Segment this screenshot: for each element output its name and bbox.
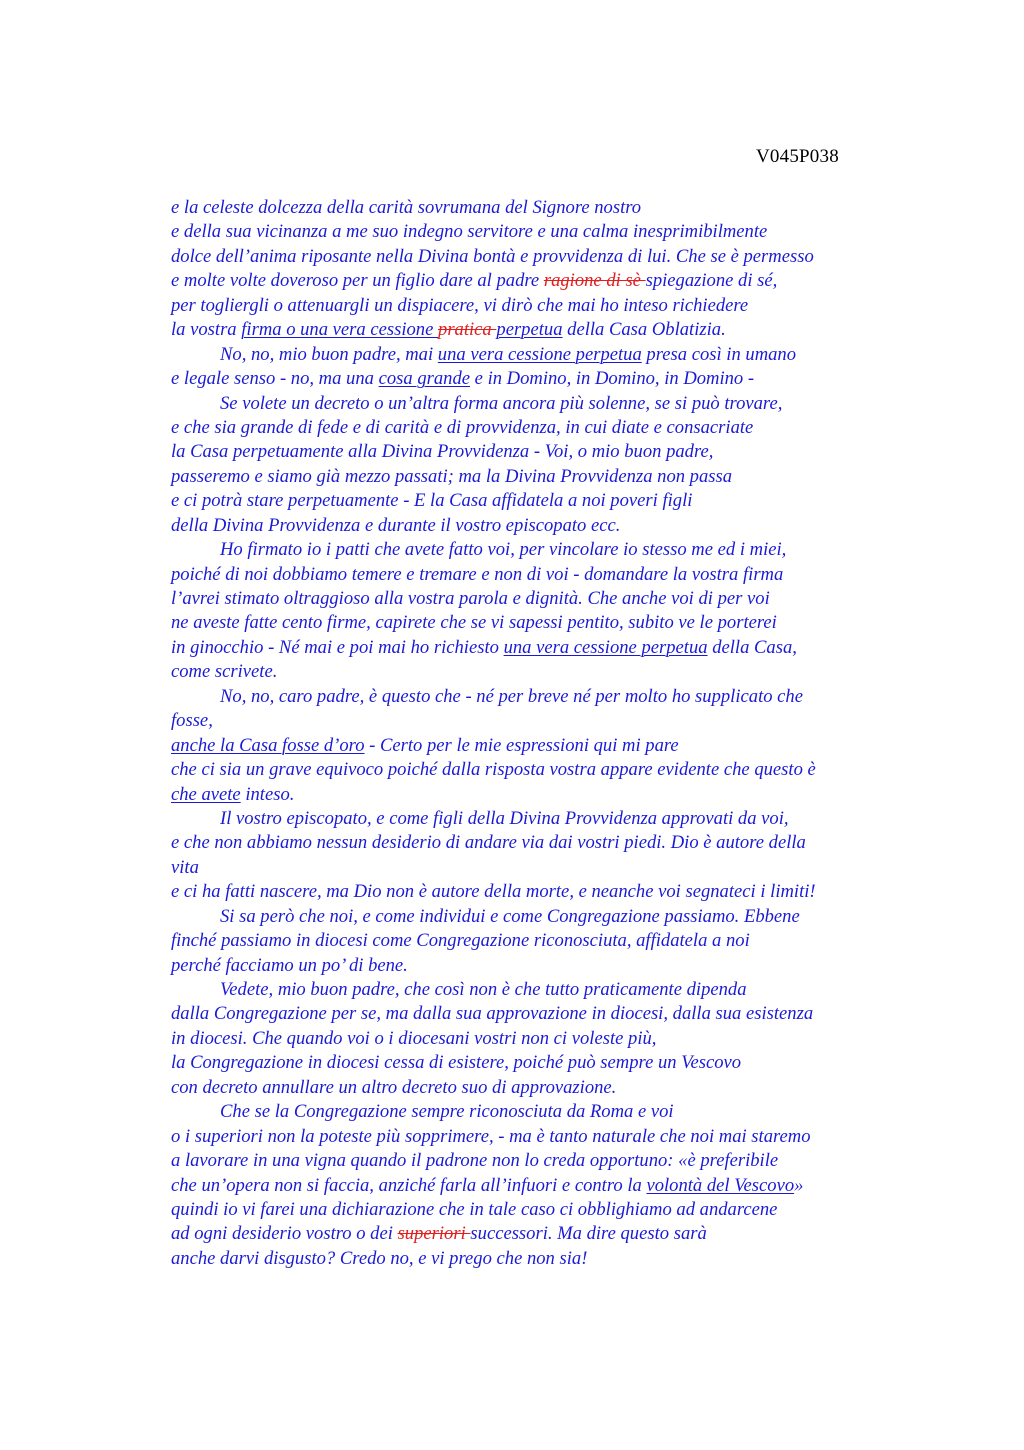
- text-line: [171, 783, 901, 807]
- text-line: Il vostro episcopato, e come figli della Divina Provvidenza approvati da voi,: [220, 807, 789, 829]
- text-segment: e in Domino, in Domino, in Domino -: [470, 368, 755, 390]
- text-line: a lavorare in una vigna quando il padrone non lo creda opportuno: «è preferibile: [171, 1150, 779, 1172]
- text-segment: inteso.: [240, 783, 295, 805]
- text-line: poiché di noi dobbiamo temere e tremare e non di voi - domandare la vostra firma: [171, 563, 784, 585]
- deleted-text: pratica: [438, 319, 497, 341]
- text-segment: presa così in umano: [641, 343, 797, 365]
- text-line: dalla Congregazione per se, ma dalla sua approvazione in diocesi, dalla sua esistenza: [171, 1003, 814, 1025]
- text-line: Vedete, mio buon padre, che così non è che tutto praticamente dipenda: [220, 979, 747, 1000]
- text-line: come scrivete.: [171, 661, 278, 683]
- text-line: della Divina Provvidenza e durante il vostro episcopato ecc.: [171, 514, 621, 536]
- underlined-text: volontà del Vescovo: [646, 1174, 795, 1196]
- text-line: con decreto annullare un altro decreto suo di approvazione.: [171, 1076, 617, 1098]
- text-line: e della sua vicinanza a me suo indegno servitore e una calma inesprimibilmente: [171, 221, 768, 243]
- underlined-text: una vera cessione perpetua: [503, 636, 708, 658]
- underlined-text: firma o una vera cessione: [241, 319, 439, 341]
- text-segment: e molte volte doveroso per un figlio dare al padre: [171, 270, 544, 292]
- text-line: o i superiori non la poteste più sopprimere, - ma è tanto naturale che noi mai staremo: [171, 1125, 811, 1147]
- text-segment: - Certo per le mie espressioni qui mi pare: [364, 734, 679, 756]
- text-segment: in ginocchio - Né mai e poi mai ho richiesto: [171, 636, 504, 658]
- text-line: [171, 734, 901, 758]
- text-segment: e legale senso - no, ma una: [171, 368, 379, 390]
- text-line: la Casa perpetuamente alla Divina Provvidenza - Voi, o mio buon padre,: [171, 441, 714, 463]
- text-line: [171, 1174, 901, 1198]
- deleted-text: superiori: [397, 1223, 471, 1245]
- underlined-text: che avete: [171, 783, 241, 805]
- text-line: che ci sia un grave equivoco poiché dalla risposta vostra appare evidente che questo è: [171, 759, 816, 781]
- text-line: perché facciamo un po’ di bene.: [171, 954, 408, 976]
- text-line: finché passiamo in diocesi come Congregazione riconosciuta, affidatela a noi: [171, 930, 750, 952]
- underlined-text: una vera cessione perpetua: [437, 343, 642, 365]
- text-line: [171, 1222, 901, 1246]
- text-line: [171, 343, 901, 367]
- text-line: in diocesi. Che quando voi o i diocesani vostri non ci voleste più,: [171, 1027, 657, 1049]
- text-line: [171, 636, 901, 660]
- text-segment: della Casa Oblatizia.: [562, 319, 726, 341]
- text-segment: No, no, mio buon padre, mai: [220, 343, 438, 365]
- text-line: [171, 318, 901, 342]
- underlined-text: anche la Casa fosse d’oro: [171, 734, 365, 756]
- page-id: V045P038: [756, 146, 839, 167]
- text-line: vita: [171, 856, 199, 878]
- text-line: quindi io vi farei una dichiarazione che in tale caso ci obblighiamo ad andarcene: [171, 1198, 778, 1220]
- text-line: Ho firmato io i patti che avete fatto voi, per vincolare io stesso me ed i miei,: [220, 539, 787, 561]
- text-line: Se volete un decreto o un’altra forma ancora più solenne, se si può trovare,: [220, 392, 783, 414]
- text-line: ne aveste fatte cento firme, capirete che se vi sapessi pentito, subito ve le porterei: [171, 612, 777, 634]
- text-line: e ci ha fatti nascere, ma Dio non è autore della morte, e neanche voi segnateci i limiti!: [171, 881, 816, 903]
- text-line: e che sia grande di fede e di carità e di provvidenza, in cui diate e consacriate: [171, 416, 754, 438]
- text-line: e ci potrà stare perpetuamente - E la Casa affidatela a noi poveri figli: [171, 490, 693, 512]
- text-segment: successori. Ma dire questo sarà: [470, 1223, 707, 1245]
- text-line: per togliergli o attenuargli un dispiacere, vi dirò che mai ho inteso richiedere: [171, 294, 749, 316]
- text-line: Che se la Congregazione sempre riconosciuta da Roma e voi: [220, 1101, 674, 1123]
- text-line: e che non abbiamo nessun desiderio di andare via dai vostri piedi. Dio è autore della: [171, 832, 806, 854]
- letter-body: [171, 196, 901, 1271]
- text-segment: la vostra: [171, 319, 242, 341]
- underlined-text: perpetua: [496, 319, 563, 341]
- text-line: la Congregazione in diocesi cessa di esistere, poiché può sempre un Vescovo: [171, 1052, 742, 1074]
- text-line: e la celeste dolcezza della carità sovrumana del Signore nostro: [171, 197, 642, 218]
- text-line: [171, 367, 901, 391]
- text-segment: ad ogni desiderio vostro o dei: [171, 1223, 398, 1245]
- text-segment: che un’opera non si faccia, anziché farla all’infuori e contro la: [171, 1174, 647, 1196]
- text-line: dolce dell’anima riposante nella Divina bontà e provvidenza di lui. Che se è permesso: [171, 245, 814, 267]
- text-line: Si sa però che noi, e come individui e come Congregazione passiamo. Ebbene: [220, 905, 800, 927]
- text-line: anche darvi disgusto? Credo no, e vi prego che non sia!: [171, 1247, 588, 1269]
- text-segment: della Casa,: [707, 636, 797, 658]
- deleted-text: ragione di sè: [543, 270, 646, 292]
- text-line: fosse,: [171, 710, 213, 732]
- text-line: passeremo e siamo già mezzo passati; ma la Divina Provvidenza non passa: [171, 465, 733, 487]
- text-segment: »: [794, 1174, 804, 1196]
- text-line: l’avrei stimato oltraggioso alla vostra parola e dignità. Che anche voi di per voi: [171, 588, 770, 609]
- text-line: [171, 269, 901, 293]
- underlined-text: cosa grande: [378, 368, 471, 390]
- text-segment: spiegazione di sé,: [645, 270, 778, 292]
- text-line: No, no, caro padre, è questo che - né per breve né per molto ho supplicato che: [220, 685, 803, 707]
